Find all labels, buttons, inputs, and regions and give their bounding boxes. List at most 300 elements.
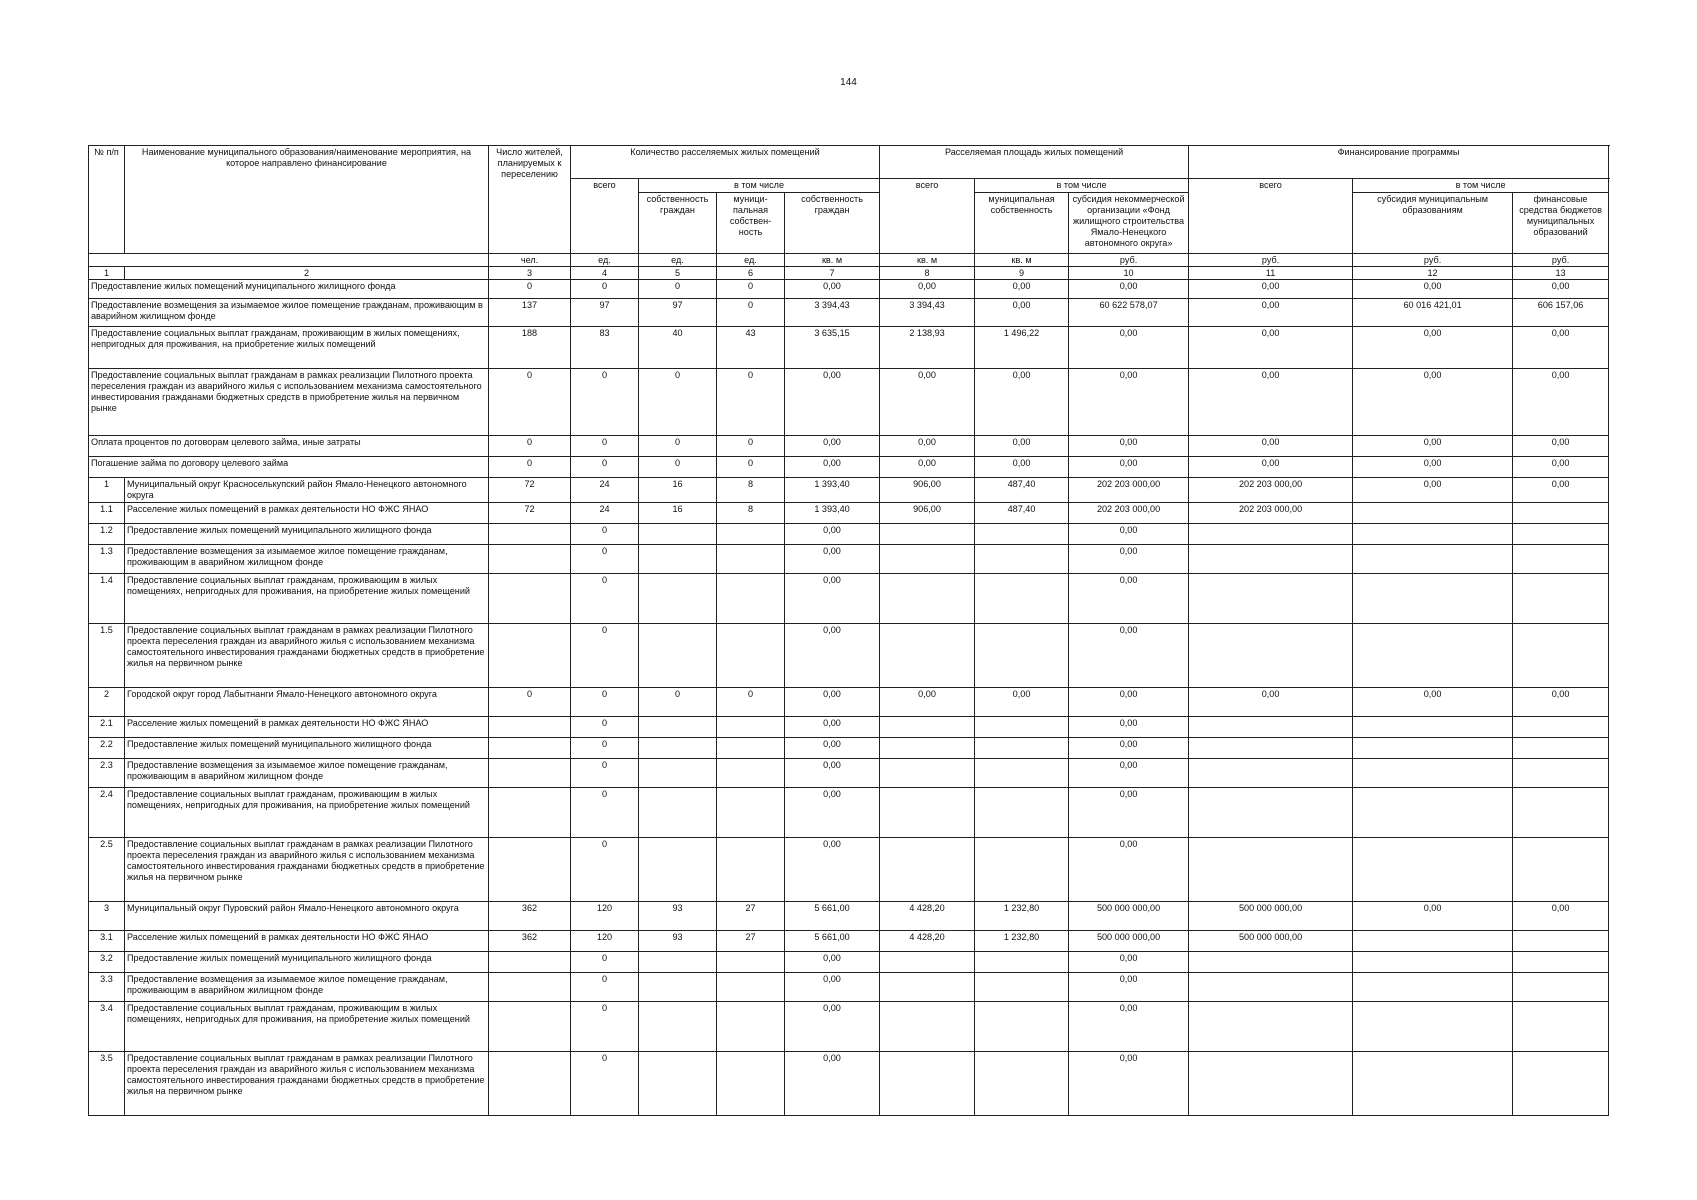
value-cell bbox=[717, 545, 785, 574]
unit-cell: ед. bbox=[639, 254, 717, 267]
value-cell bbox=[880, 574, 975, 624]
header-budget-funds: финансовые средства бюджетов муниципальных образований bbox=[1513, 193, 1609, 254]
row-name: Предоставление социальных выплат гражданам в рамках реализации Пилотного проекта переселения граждан из аварийного жилья с использованием механизма самостоятельного инвестирования гражданами бюджетных средств в приобретение жилья на первичном рынке bbox=[89, 369, 489, 436]
value-cell: 0,00 bbox=[1069, 738, 1189, 759]
row-name: Предоставление жилых помещений муниципального жилищного фонда bbox=[125, 738, 489, 759]
value-cell: 0,00 bbox=[785, 973, 880, 1002]
value-cell bbox=[1353, 545, 1513, 574]
value-cell bbox=[1189, 574, 1353, 624]
unit-cell: кв. м bbox=[975, 254, 1069, 267]
unit-cell: чел. bbox=[489, 254, 571, 267]
value-cell: 27 bbox=[717, 931, 785, 952]
value-cell bbox=[880, 738, 975, 759]
value-cell bbox=[880, 717, 975, 738]
table-row bbox=[89, 717, 1609, 738]
value-cell bbox=[1513, 717, 1609, 738]
value-cell: 606 157,06 bbox=[1513, 299, 1609, 327]
value-cell: 0,00 bbox=[1353, 280, 1513, 299]
value-cell: 0,00 bbox=[1513, 327, 1609, 369]
row-name: Предоставление социальных выплат гражданам в рамках реализации Пилотного проекта переселения граждан из аварийного жилья с использованием механизма самостоятельного инвестирования гражданами бюджетных средств в приобретение жилья на первичном рынке bbox=[125, 838, 489, 902]
value-cell bbox=[1513, 759, 1609, 788]
value-cell: 0 bbox=[639, 688, 717, 717]
unit-cell: руб. bbox=[1513, 254, 1609, 267]
table-row bbox=[89, 759, 1609, 788]
value-cell: 3 394,43 bbox=[785, 299, 880, 327]
value-cell bbox=[639, 524, 717, 545]
value-cell bbox=[1513, 973, 1609, 1002]
value-cell: 0 bbox=[571, 574, 639, 624]
value-cell bbox=[880, 624, 975, 688]
value-cell bbox=[489, 545, 571, 574]
value-cell bbox=[639, 1002, 717, 1052]
value-cell bbox=[639, 574, 717, 624]
value-cell bbox=[880, 838, 975, 902]
value-cell bbox=[1353, 788, 1513, 838]
value-cell: 0,00 bbox=[1513, 369, 1609, 436]
value-cell bbox=[975, 973, 1069, 1002]
table-row bbox=[89, 624, 1609, 688]
value-cell bbox=[639, 973, 717, 1002]
value-cell: 0 bbox=[489, 436, 571, 457]
value-cell: 5 661,00 bbox=[785, 931, 880, 952]
value-cell: 0,00 bbox=[975, 688, 1069, 717]
value-cell: 202 203 000,00 bbox=[1069, 503, 1189, 524]
value-cell: 4 428,20 bbox=[880, 902, 975, 931]
value-cell bbox=[489, 759, 571, 788]
value-cell: 0 bbox=[717, 436, 785, 457]
row-number: 1.4 bbox=[89, 574, 125, 624]
row-number: 3.1 bbox=[89, 931, 125, 952]
value-cell: 0,00 bbox=[1353, 902, 1513, 931]
value-cell: 0 bbox=[571, 952, 639, 973]
value-cell: 97 bbox=[639, 299, 717, 327]
value-cell: 0,00 bbox=[975, 280, 1069, 299]
row-number: 2.1 bbox=[89, 717, 125, 738]
value-cell bbox=[489, 1052, 571, 1116]
value-cell: 0,00 bbox=[975, 436, 1069, 457]
value-cell: 0,00 bbox=[1189, 688, 1353, 717]
row-number: 3.2 bbox=[89, 952, 125, 973]
value-cell bbox=[717, 1052, 785, 1116]
value-cell: 0,00 bbox=[785, 280, 880, 299]
value-cell bbox=[639, 952, 717, 973]
value-cell: 1 232,80 bbox=[975, 931, 1069, 952]
value-cell: 16 bbox=[639, 503, 717, 524]
value-cell bbox=[717, 717, 785, 738]
value-cell: 0 bbox=[571, 738, 639, 759]
value-cell: 0 bbox=[571, 759, 639, 788]
value-cell: 0,00 bbox=[785, 574, 880, 624]
header-area-own: собственность граждан bbox=[785, 193, 880, 254]
column-number-cell: 10 bbox=[1069, 267, 1189, 280]
column-number-cell: 6 bbox=[717, 267, 785, 280]
value-cell bbox=[1353, 574, 1513, 624]
value-cell bbox=[489, 1002, 571, 1052]
value-cell bbox=[717, 788, 785, 838]
value-cell: 0 bbox=[571, 838, 639, 902]
value-cell bbox=[1189, 973, 1353, 1002]
value-cell bbox=[1189, 738, 1353, 759]
value-cell: 0 bbox=[571, 717, 639, 738]
value-cell: 487,40 bbox=[975, 503, 1069, 524]
table-row bbox=[89, 952, 1609, 973]
value-cell bbox=[975, 838, 1069, 902]
value-cell bbox=[1189, 952, 1353, 973]
table-row bbox=[89, 1002, 1609, 1052]
value-cell bbox=[717, 1002, 785, 1052]
value-cell bbox=[717, 952, 785, 973]
value-cell: 40 bbox=[639, 327, 717, 369]
column-number-cell: 4 bbox=[571, 267, 639, 280]
value-cell: 362 bbox=[489, 931, 571, 952]
value-cell: 487,40 bbox=[975, 478, 1069, 503]
value-cell bbox=[489, 788, 571, 838]
row-name: Городской округ город Лабытнанги Ямало-Ненецкого автономного округа bbox=[125, 688, 489, 717]
value-cell bbox=[1513, 545, 1609, 574]
value-cell: 0 bbox=[717, 299, 785, 327]
value-cell bbox=[880, 759, 975, 788]
table-row bbox=[89, 688, 1609, 717]
row-number: 2.3 bbox=[89, 759, 125, 788]
value-cell bbox=[975, 545, 1069, 574]
row-name: Предоставление жилых помещений муниципального жилищного фонда bbox=[89, 280, 489, 299]
value-cell: 43 bbox=[717, 327, 785, 369]
value-cell bbox=[1353, 952, 1513, 973]
table-row bbox=[89, 574, 1609, 624]
table-row bbox=[89, 902, 1609, 931]
value-cell bbox=[880, 788, 975, 838]
value-cell bbox=[975, 624, 1069, 688]
value-cell: 0,00 bbox=[785, 717, 880, 738]
value-cell: 0,00 bbox=[785, 624, 880, 688]
value-cell: 0,00 bbox=[1353, 688, 1513, 717]
value-cell: 0,00 bbox=[1353, 327, 1513, 369]
value-cell bbox=[1513, 788, 1609, 838]
value-cell: 8 bbox=[717, 478, 785, 503]
value-cell: 1 496,22 bbox=[975, 327, 1069, 369]
value-cell: 0 bbox=[571, 545, 639, 574]
value-cell: 362 bbox=[489, 902, 571, 931]
value-cell: 0 bbox=[717, 280, 785, 299]
row-number: 1.5 bbox=[89, 624, 125, 688]
value-cell bbox=[880, 1052, 975, 1116]
value-cell bbox=[1189, 1002, 1353, 1052]
table-row bbox=[89, 973, 1609, 1002]
value-cell: 24 bbox=[571, 503, 639, 524]
value-cell: 0 bbox=[639, 436, 717, 457]
table-body bbox=[89, 280, 1609, 1116]
value-cell: 1 393,40 bbox=[785, 503, 880, 524]
value-cell: 500 000 000,00 bbox=[1189, 931, 1353, 952]
value-cell bbox=[1353, 624, 1513, 688]
unit-cell: руб. bbox=[1189, 254, 1353, 267]
value-cell: 0,00 bbox=[1069, 545, 1189, 574]
value-cell: 188 bbox=[489, 327, 571, 369]
header-finance-group: Финансирование программы bbox=[1189, 146, 1609, 179]
row-name: Предоставление социальных выплат гражданам в рамках реализации Пилотного проекта переселения граждан из аварийного жилья с использованием механизма самостоятельного инвестирования гражданами бюджетных средств в приобретение жилья на первичном рынке bbox=[125, 624, 489, 688]
value-cell bbox=[1189, 759, 1353, 788]
value-cell: 97 bbox=[571, 299, 639, 327]
row-number: 1 bbox=[89, 478, 125, 503]
value-cell: 60 622 578,07 bbox=[1069, 299, 1189, 327]
row-name: Предоставление возмещения за изымаемое жилое помещение гражданам, проживающим в аварийном жилищном фонде bbox=[125, 973, 489, 1002]
value-cell: 906,00 bbox=[880, 478, 975, 503]
row-name: Предоставление возмещения за изымаемое жилое помещение гражданам, проживающим в аварийном жилищном фонде bbox=[125, 545, 489, 574]
value-cell bbox=[1353, 973, 1513, 1002]
column-number-cell: 9 bbox=[975, 267, 1069, 280]
value-cell: 120 bbox=[571, 902, 639, 931]
value-cell: 0,00 bbox=[1513, 902, 1609, 931]
header-area-total: всего bbox=[880, 179, 975, 254]
value-cell: 0,00 bbox=[880, 457, 975, 478]
value-cell bbox=[975, 574, 1069, 624]
value-cell bbox=[1189, 838, 1353, 902]
row-number: 1.2 bbox=[89, 524, 125, 545]
row-number: 2.4 bbox=[89, 788, 125, 838]
value-cell: 0,00 bbox=[880, 688, 975, 717]
row-name: Предоставление социальных выплат гражданам, проживающим в жилых помещениях, непригодных для проживания, на приобретение жилых помещений bbox=[89, 327, 489, 369]
value-cell: 8 bbox=[717, 503, 785, 524]
value-cell bbox=[1513, 1052, 1609, 1116]
value-cell bbox=[1513, 524, 1609, 545]
value-cell bbox=[639, 738, 717, 759]
table-row bbox=[89, 280, 1609, 299]
value-cell: 0,00 bbox=[975, 457, 1069, 478]
value-cell bbox=[489, 738, 571, 759]
unit-cell: руб. bbox=[1069, 254, 1189, 267]
value-cell: 0 bbox=[489, 369, 571, 436]
table-row bbox=[89, 788, 1609, 838]
value-cell bbox=[1353, 931, 1513, 952]
header-area-group: Расселяемая площадь жилых помещений bbox=[880, 146, 1189, 179]
unit-cell: руб. bbox=[1353, 254, 1513, 267]
value-cell bbox=[1513, 738, 1609, 759]
value-cell bbox=[1513, 952, 1609, 973]
row-name: Расселение жилых помещений в рамках деятельности НО ФЖС ЯНАО bbox=[125, 931, 489, 952]
value-cell: 120 bbox=[571, 931, 639, 952]
value-cell: 0,00 bbox=[1069, 788, 1189, 838]
value-cell: 93 bbox=[639, 902, 717, 931]
row-name: Расселение жилых помещений в рамках деятельности НО ФЖС ЯНАО bbox=[125, 717, 489, 738]
table-row bbox=[89, 457, 1609, 478]
value-cell: 0,00 bbox=[1353, 369, 1513, 436]
row-number: 3.3 bbox=[89, 973, 125, 1002]
column-numbers-row bbox=[89, 267, 1609, 280]
row-name: Погашение займа по договору целевого займа bbox=[89, 457, 489, 478]
value-cell bbox=[717, 759, 785, 788]
value-cell bbox=[717, 574, 785, 624]
header-rooms-own: собственность граждан bbox=[639, 193, 717, 254]
row-name: Предоставление жилых помещений муниципального жилищного фонда bbox=[125, 524, 489, 545]
value-cell: 2 138,93 bbox=[880, 327, 975, 369]
unit-cell: ед. bbox=[571, 254, 639, 267]
value-cell bbox=[1353, 524, 1513, 545]
header-rooms-municipal: муници-пальная собствен-ность bbox=[717, 193, 785, 254]
row-number: 2.5 bbox=[89, 838, 125, 902]
value-cell: 0,00 bbox=[975, 299, 1069, 327]
column-number-cell: 1 bbox=[89, 267, 125, 280]
value-cell bbox=[717, 624, 785, 688]
value-cell bbox=[489, 624, 571, 688]
value-cell: 93 bbox=[639, 931, 717, 952]
value-cell: 60 016 421,01 bbox=[1353, 299, 1513, 327]
value-cell: 0,00 bbox=[1069, 1002, 1189, 1052]
column-number-cell: 5 bbox=[639, 267, 717, 280]
value-cell bbox=[1353, 759, 1513, 788]
value-cell bbox=[975, 759, 1069, 788]
value-cell bbox=[1353, 1002, 1513, 1052]
value-cell bbox=[975, 952, 1069, 973]
table-row bbox=[89, 931, 1609, 952]
value-cell: 3 635,15 bbox=[785, 327, 880, 369]
row-number: 2 bbox=[89, 688, 125, 717]
value-cell bbox=[1189, 788, 1353, 838]
value-cell bbox=[717, 738, 785, 759]
value-cell: 0 bbox=[571, 524, 639, 545]
value-cell: 0 bbox=[717, 688, 785, 717]
value-cell bbox=[880, 952, 975, 973]
value-cell: 0,00 bbox=[1513, 280, 1609, 299]
value-cell: 0,00 bbox=[1189, 299, 1353, 327]
value-cell: 0 bbox=[571, 973, 639, 1002]
value-cell: 0,00 bbox=[1189, 436, 1353, 457]
value-cell bbox=[1353, 503, 1513, 524]
value-cell bbox=[1353, 717, 1513, 738]
value-cell: 0,00 bbox=[785, 545, 880, 574]
value-cell bbox=[489, 952, 571, 973]
value-cell bbox=[639, 838, 717, 902]
row-name: Предоставление социальных выплат гражданам, проживающим в жилых помещениях, непригодных для проживания, на приобретение жилых помещений bbox=[125, 1002, 489, 1052]
header-area-incl: в том числе bbox=[975, 179, 1189, 193]
value-cell bbox=[639, 545, 717, 574]
value-cell: 0 bbox=[571, 457, 639, 478]
unit-cell: кв. м bbox=[880, 254, 975, 267]
header-finance-total: всего bbox=[1189, 179, 1353, 254]
value-cell: 0,00 bbox=[1069, 624, 1189, 688]
value-cell: 0,00 bbox=[785, 838, 880, 902]
value-cell: 1 393,40 bbox=[785, 478, 880, 503]
value-cell: 500 000 000,00 bbox=[1069, 902, 1189, 931]
value-cell: 0,00 bbox=[880, 436, 975, 457]
row-number: 3 bbox=[89, 902, 125, 931]
value-cell: 202 203 000,00 bbox=[1189, 478, 1353, 503]
value-cell bbox=[1513, 838, 1609, 902]
value-cell: 0,00 bbox=[1069, 973, 1189, 1002]
value-cell bbox=[489, 838, 571, 902]
column-number-cell: 2 bbox=[125, 267, 489, 280]
row-number: 3.5 bbox=[89, 1052, 125, 1116]
table-row bbox=[89, 838, 1609, 902]
value-cell: 0 bbox=[717, 457, 785, 478]
row-name: Предоставление возмещения за изымаемое жилое помещение гражданам, проживающим в аварийном жилищном фонде bbox=[89, 299, 489, 327]
value-cell bbox=[880, 1002, 975, 1052]
value-cell bbox=[639, 1052, 717, 1116]
value-cell: 0,00 bbox=[785, 1052, 880, 1116]
value-cell: 0,00 bbox=[785, 952, 880, 973]
value-cell bbox=[1189, 624, 1353, 688]
value-cell: 0 bbox=[489, 457, 571, 478]
value-cell: 0 bbox=[639, 369, 717, 436]
value-cell bbox=[1189, 524, 1353, 545]
value-cell: 24 bbox=[571, 478, 639, 503]
header-rooms-incl: в том числе bbox=[639, 179, 880, 193]
value-cell: 0 bbox=[571, 624, 639, 688]
value-cell: 202 203 000,00 bbox=[1069, 478, 1189, 503]
value-cell: 0 bbox=[489, 688, 571, 717]
value-cell: 5 661,00 bbox=[785, 902, 880, 931]
value-cell: 72 bbox=[489, 478, 571, 503]
table-row bbox=[89, 545, 1609, 574]
value-cell: 0,00 bbox=[1069, 759, 1189, 788]
value-cell: 16 bbox=[639, 478, 717, 503]
value-cell: 0 bbox=[571, 436, 639, 457]
value-cell bbox=[975, 1052, 1069, 1116]
value-cell: 0,00 bbox=[1513, 688, 1609, 717]
value-cell bbox=[1353, 1052, 1513, 1116]
value-cell: 27 bbox=[717, 902, 785, 931]
value-cell bbox=[975, 524, 1069, 545]
value-cell: 202 203 000,00 bbox=[1189, 503, 1353, 524]
row-number: 1.1 bbox=[89, 503, 125, 524]
value-cell: 0,00 bbox=[1513, 478, 1609, 503]
value-cell: 72 bbox=[489, 503, 571, 524]
value-cell: 0,00 bbox=[785, 457, 880, 478]
header-finance-incl: в том числе bbox=[1353, 179, 1609, 193]
value-cell: 500 000 000,00 bbox=[1189, 902, 1353, 931]
unit-cell: ед. bbox=[717, 254, 785, 267]
value-cell: 0,00 bbox=[1069, 838, 1189, 902]
column-number-cell: 11 bbox=[1189, 267, 1353, 280]
value-cell bbox=[975, 738, 1069, 759]
value-cell bbox=[880, 973, 975, 1002]
value-cell: 0,00 bbox=[785, 369, 880, 436]
value-cell: 0,00 bbox=[785, 1002, 880, 1052]
units-row bbox=[89, 254, 1609, 267]
value-cell: 137 bbox=[489, 299, 571, 327]
value-cell: 0,00 bbox=[975, 369, 1069, 436]
value-cell: 906,00 bbox=[880, 503, 975, 524]
value-cell bbox=[639, 717, 717, 738]
value-cell bbox=[1189, 1052, 1353, 1116]
value-cell bbox=[1189, 545, 1353, 574]
value-cell bbox=[975, 717, 1069, 738]
value-cell bbox=[1513, 931, 1609, 952]
value-cell: 1 232,80 bbox=[975, 902, 1069, 931]
value-cell bbox=[639, 788, 717, 838]
value-cell bbox=[1513, 624, 1609, 688]
value-cell: 83 bbox=[571, 327, 639, 369]
value-cell: 3 394,43 bbox=[880, 299, 975, 327]
value-cell: 0 bbox=[571, 369, 639, 436]
value-cell: 4 428,20 bbox=[880, 931, 975, 952]
table-row bbox=[89, 738, 1609, 759]
value-cell: 0,00 bbox=[1189, 369, 1353, 436]
value-cell bbox=[880, 524, 975, 545]
header-subsidy-municipal: субсидия муниципальным образованиям bbox=[1353, 193, 1513, 254]
value-cell: 0 bbox=[571, 1002, 639, 1052]
value-cell bbox=[1513, 574, 1609, 624]
resettlement-table bbox=[88, 145, 1609, 1116]
value-cell: 0 bbox=[639, 280, 717, 299]
value-cell: 0,00 bbox=[1069, 280, 1189, 299]
value-cell: 0 bbox=[571, 280, 639, 299]
value-cell: 0,00 bbox=[785, 688, 880, 717]
value-cell: 0,00 bbox=[1069, 524, 1189, 545]
row-number: 2.2 bbox=[89, 738, 125, 759]
header-subsidy-fund: субсидия некоммерческой организации «Фонд жилищного строительства Ямало-Ненецкого автономного округа» bbox=[1069, 193, 1189, 254]
value-cell bbox=[489, 524, 571, 545]
value-cell bbox=[1513, 503, 1609, 524]
